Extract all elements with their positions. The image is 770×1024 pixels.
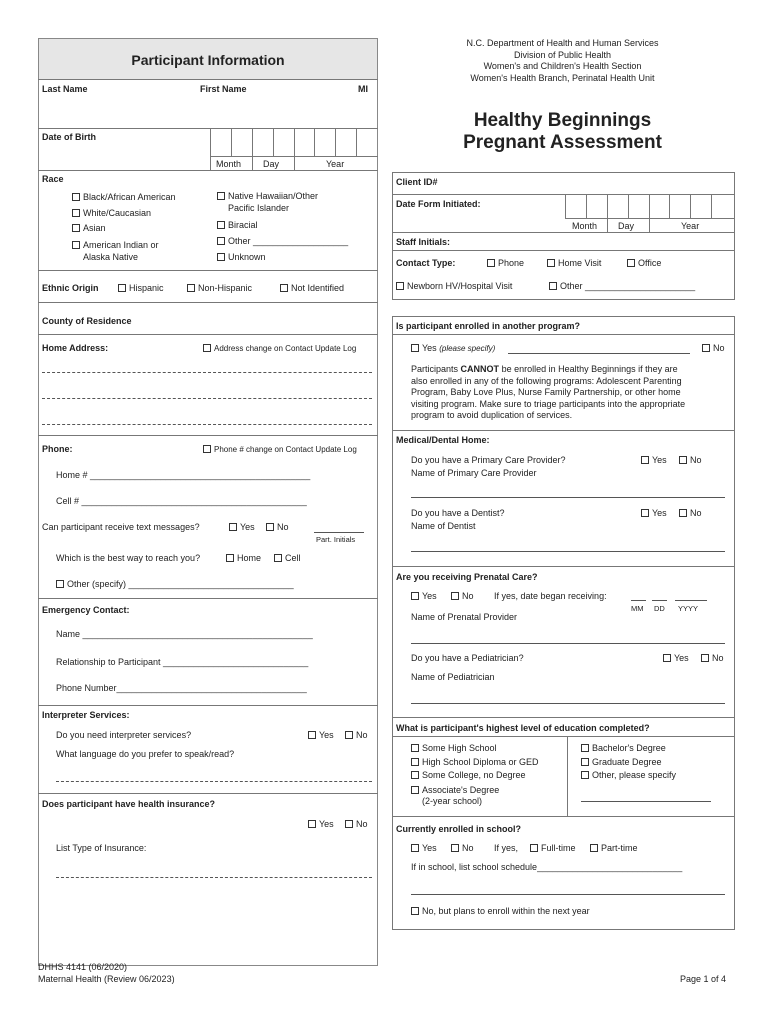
race-black-option[interactable]: Black/African American — [72, 190, 176, 206]
checkbox-icon[interactable] — [411, 786, 419, 794]
checkbox-icon[interactable] — [308, 820, 316, 828]
checkbox-icon[interactable] — [217, 237, 225, 245]
race-asian-option[interactable]: Asian — [72, 221, 176, 237]
insurance-no-option[interactable]: No — [345, 819, 368, 829]
checkbox-icon[interactable] — [229, 523, 237, 531]
checkbox-icon[interactable] — [679, 456, 687, 464]
race-biracial-option[interactable]: Biracial — [217, 219, 348, 231]
checkbox-icon[interactable] — [549, 282, 557, 290]
agency-header — [400, 38, 725, 84]
race-white-option[interactable]: White/Caucasian — [72, 206, 176, 222]
checkbox-icon[interactable] — [217, 192, 225, 200]
need-interpreter-question: Do you need interpreter services? — [56, 730, 192, 740]
edu-some-high-school-option[interactable]: Some High School — [411, 742, 539, 756]
mm-label: MM — [631, 604, 644, 613]
relationship-field[interactable]: Relationship to Participant _____________________________ — [56, 657, 309, 667]
pediatrician-name-line[interactable] — [411, 703, 725, 704]
checkbox-icon[interactable] — [203, 445, 211, 453]
checkbox-icon[interactable] — [581, 758, 589, 766]
interpreter-label: Interpreter Services: — [42, 710, 130, 720]
checkbox-icon[interactable] — [702, 344, 710, 352]
best-way-other-option[interactable]: Other (specify) _________________________________ — [56, 579, 294, 589]
contact-home-visit-option[interactable]: Home Visit — [547, 258, 601, 268]
program-no-option[interactable]: No — [702, 343, 725, 353]
pediatrician-question: Do you have a Pediatrician? — [411, 653, 524, 663]
emergency-contact-label: Emergency Contact: — [42, 605, 130, 615]
program-notice: Participants CANNOT be enrolled in Healthy Beginnings if they are also enrolled in any of the following programs: Adolescent Parenting Program, Baby Love Plus, Nurse Family Partnership, or other home visiting program. Make sure to triage participants into the appropriate program to avoid duplication of services. — [411, 364, 686, 420]
language-line[interactable] — [56, 781, 372, 782]
school-if-yes-label: If yes, — [494, 843, 519, 853]
prenatal-care-question: Are you receiving Prenatal Care? — [396, 572, 538, 582]
ethnic-non-hispanic-option[interactable]: Non-Hispanic — [187, 283, 252, 293]
pediatrician-name-label: Name of Pediatrician — [411, 672, 495, 682]
address-line-1[interactable] — [42, 372, 372, 373]
edu-high-school-option[interactable]: High School Diploma or GED — [411, 756, 539, 770]
pcp-no-option[interactable]: No — [679, 455, 702, 465]
checkbox-icon[interactable] — [56, 580, 64, 588]
edu-other-line[interactable] — [581, 801, 711, 802]
interpreter-yes-option[interactable]: Yes — [308, 730, 334, 740]
client-id-field[interactable] — [460, 174, 732, 192]
pcp-question: Do you have a Primary Care Provider? — [411, 455, 566, 465]
checkbox-icon[interactable] — [274, 554, 282, 562]
checkbox-icon[interactable] — [308, 731, 316, 739]
race-label: Race — [42, 174, 64, 184]
agency-line-4: Women's Health Branch, Perinatal Health Unit — [470, 72, 655, 83]
checkbox-icon[interactable] — [641, 509, 649, 517]
checkbox-icon[interactable] — [701, 654, 709, 662]
agency-line-3: Women's and Children's Health Section — [483, 61, 642, 71]
text-yes-option[interactable]: Yes — [229, 522, 255, 532]
dentist-no-option[interactable]: No — [679, 508, 702, 518]
date-initiated-month-label: Month — [572, 221, 598, 231]
language-question: What language do you prefer to speak/read? — [56, 749, 235, 759]
ethnic-not-identified-option[interactable]: Not Identified — [280, 283, 344, 293]
checkbox-icon[interactable] — [411, 907, 419, 915]
checkbox-icon[interactable] — [411, 844, 419, 852]
contact-other-option[interactable]: Other ______________________ — [549, 281, 695, 291]
insurance-yes-option[interactable]: Yes — [308, 819, 334, 829]
checkbox-icon[interactable] — [266, 523, 274, 531]
checkbox-icon[interactable] — [396, 282, 404, 290]
checkbox-icon[interactable] — [187, 284, 195, 292]
checkbox-icon[interactable] — [345, 731, 353, 739]
staff-initials-label: Staff Initials: — [396, 237, 451, 247]
checkbox-icon[interactable] — [72, 241, 80, 249]
dob-grid[interactable] — [210, 128, 378, 156]
text-messages-question: Can participant receive text messages? — [42, 522, 200, 532]
dob-day-label: Day — [263, 159, 280, 169]
footer-review: Maternal Health (Review 06/2023) — [38, 974, 175, 984]
edu-bachelors-option[interactable]: Bachelor's Degree — [581, 742, 676, 756]
date-initiated-grid[interactable] — [565, 194, 735, 218]
checkbox-icon[interactable] — [411, 592, 419, 600]
checkbox-icon[interactable] — [411, 744, 419, 752]
best-way-home-option[interactable]: Home — [226, 553, 261, 563]
contact-office-option[interactable]: Office — [627, 258, 661, 268]
pediatrician-yes-option[interactable]: Yes — [663, 653, 689, 663]
race-hawaiian-option[interactable]: Native Hawaiian/Other Pacific Islander — [217, 190, 348, 214]
contact-type-label: Contact Type: — [396, 258, 456, 268]
dd-label: DD — [654, 604, 665, 613]
emergency-phone-field[interactable]: Phone Number______________________________________ — [56, 683, 307, 693]
race-other-option[interactable]: Other ___________________ — [217, 235, 348, 247]
checkbox-icon[interactable] — [487, 259, 495, 267]
best-way-question: Which is the best way to reach you? — [56, 553, 201, 563]
cell-phone-field[interactable]: Cell # _____________________________________________ — [56, 496, 307, 506]
insurance-type-line[interactable] — [56, 877, 372, 878]
prenatal-provider-label: Name of Prenatal Provider — [411, 612, 518, 622]
checkbox-icon[interactable] — [590, 844, 598, 852]
prenatal-no-option[interactable]: No — [451, 591, 474, 601]
client-id-label: Client ID# — [396, 177, 438, 187]
address-line-3[interactable] — [42, 424, 372, 425]
school-enrollment-question: Currently enrolled in school? — [396, 824, 522, 834]
checkbox-icon[interactable] — [411, 344, 419, 352]
address-line-2[interactable] — [42, 398, 372, 399]
initials-line[interactable] — [314, 532, 364, 533]
ethnic-hispanic-option[interactable]: Hispanic — [118, 283, 164, 293]
edu-other-option[interactable]: Other, please specify — [581, 769, 676, 783]
checkbox-icon[interactable] — [641, 456, 649, 464]
name-field[interactable] — [40, 96, 376, 126]
date-initiated-label: Date Form Initiated: — [396, 199, 481, 209]
prenatal-dd-line[interactable] — [652, 600, 667, 601]
checkbox-icon[interactable] — [217, 221, 225, 229]
date-began-label: If yes, date began receiving: — [494, 591, 607, 601]
race-american-indian-option[interactable]: American Indian or Alaska Native — [72, 239, 176, 263]
checkbox-icon[interactable] — [451, 592, 459, 600]
checkbox-icon[interactable] — [581, 771, 589, 779]
last-name-label: Last Name — [42, 84, 88, 94]
checkbox-icon[interactable] — [547, 259, 555, 267]
checkbox-icon[interactable] — [203, 344, 211, 352]
home-phone-field[interactable]: Home # ____________________________________________ — [56, 470, 311, 480]
yyyy-label: YYYY — [678, 604, 699, 613]
date-initiated-day-label: Day — [618, 221, 635, 231]
medical-dental-label: Medical/Dental Home: — [396, 435, 490, 445]
pediatrician-no-option[interactable]: No — [701, 653, 724, 663]
checkbox-icon[interactable] — [72, 193, 80, 201]
county-label: County of Residence — [42, 316, 132, 326]
checkbox-icon[interactable] — [118, 284, 126, 292]
checkbox-icon[interactable] — [411, 758, 419, 766]
best-way-cell-option[interactable]: Cell — [274, 553, 301, 563]
checkbox-icon[interactable] — [627, 259, 635, 267]
school-schedule-field[interactable]: If in school, list school schedule_____________________________ — [411, 862, 683, 872]
race-unknown-option[interactable]: Unknown — [217, 251, 348, 263]
agency-line-2: Division of Public Health — [513, 49, 612, 60]
checkbox-icon[interactable] — [217, 253, 225, 261]
pcp-name-line[interactable] — [411, 497, 725, 498]
ethnic-origin-label: Ethnic Origin — [42, 283, 99, 293]
prenatal-yes-option[interactable]: Yes — [411, 591, 437, 601]
checkbox-icon[interactable] — [72, 209, 80, 217]
checkbox-icon[interactable] — [663, 654, 671, 662]
school-part-time-option[interactable]: Part-time — [590, 843, 638, 853]
checkbox-icon[interactable] — [679, 509, 687, 517]
education-question: What is participant's highest level of education completed? — [396, 723, 650, 733]
contact-newborn-option[interactable]: Newborn HV/Hospital Visit — [396, 281, 512, 291]
program-yes-option[interactable]: Yes (please specify) — [411, 343, 495, 353]
dentist-question: Do you have a Dentist? — [411, 508, 505, 518]
date-initiated-year-label: Year — [681, 221, 700, 231]
emergency-name-field[interactable]: Name ______________________________________________ — [56, 629, 313, 639]
school-full-time-option[interactable]: Full-time — [530, 843, 576, 853]
school-no-option[interactable]: No — [451, 843, 474, 853]
school-plans-option[interactable]: No, but plans to enroll within the next year — [411, 906, 590, 916]
checkbox-icon[interactable] — [411, 771, 419, 779]
edu-some-college-option[interactable]: Some College, no Degree — [411, 769, 539, 783]
insurance-type-label: List Type of Insurance: — [56, 843, 147, 853]
edu-associates-option[interactable]: Associate's Degree (2-year school) — [411, 785, 539, 808]
dentist-yes-option[interactable]: Yes — [641, 508, 667, 518]
form-title: Healthy Beginnings Pregnant Assessment — [463, 110, 662, 153]
checkbox-icon[interactable] — [345, 820, 353, 828]
checkbox-icon[interactable] — [451, 844, 459, 852]
dob-year-label: Year — [326, 159, 345, 169]
program-specify-line[interactable] — [508, 353, 690, 354]
participant-heading: Participant Information — [131, 52, 285, 68]
page-number: Page 1 of 4 — [680, 974, 727, 984]
text-no-option[interactable]: No — [266, 522, 289, 532]
pcp-name-label: Name of Primary Care Provider — [411, 468, 537, 478]
checkbox-icon[interactable] — [226, 554, 234, 562]
first-name-label: First Name — [200, 84, 247, 94]
contact-phone-option[interactable]: Phone — [487, 258, 524, 268]
prenatal-mm-line[interactable] — [631, 600, 646, 601]
checkbox-icon[interactable] — [530, 844, 538, 852]
home-address-label: Home Address: — [42, 343, 109, 353]
dob-month-label: Month — [216, 159, 242, 169]
checkbox-icon[interactable] — [581, 744, 589, 752]
checkbox-icon[interactable] — [280, 284, 288, 292]
interpreter-no-option[interactable]: No — [345, 730, 368, 740]
edu-graduate-option[interactable]: Graduate Degree — [581, 756, 676, 770]
pcp-yes-option[interactable]: Yes — [641, 455, 667, 465]
agency-line-1: N.C. Department of Health and Human Services — [466, 38, 659, 48]
phone-change-option[interactable]: Phone # change on Contact Update Log — [203, 445, 357, 454]
prenatal-yyyy-line[interactable] — [675, 600, 707, 601]
dob-label: Date of Birth — [42, 132, 96, 142]
prenatal-provider-line[interactable] — [411, 643, 725, 644]
mi-label: MI — [358, 84, 368, 94]
school-yes-option[interactable]: Yes — [411, 843, 437, 853]
address-change-option[interactable]: Address change on Contact Update Log — [203, 344, 356, 353]
dentist-name-label: Name of Dentist — [411, 521, 476, 531]
footer-form-number: DHHS 4141 (06/2020) — [38, 962, 128, 972]
insurance-question: Does participant have health insurance? — [42, 799, 216, 809]
dentist-name-line[interactable] — [411, 551, 725, 552]
other-program-question: Is participant enrolled in another program? — [396, 321, 581, 331]
phone-label: Phone: — [42, 444, 73, 454]
part-initials-label: Part. Initials — [316, 535, 356, 544]
checkbox-icon[interactable] — [72, 224, 80, 232]
school-schedule-line[interactable] — [411, 894, 725, 895]
